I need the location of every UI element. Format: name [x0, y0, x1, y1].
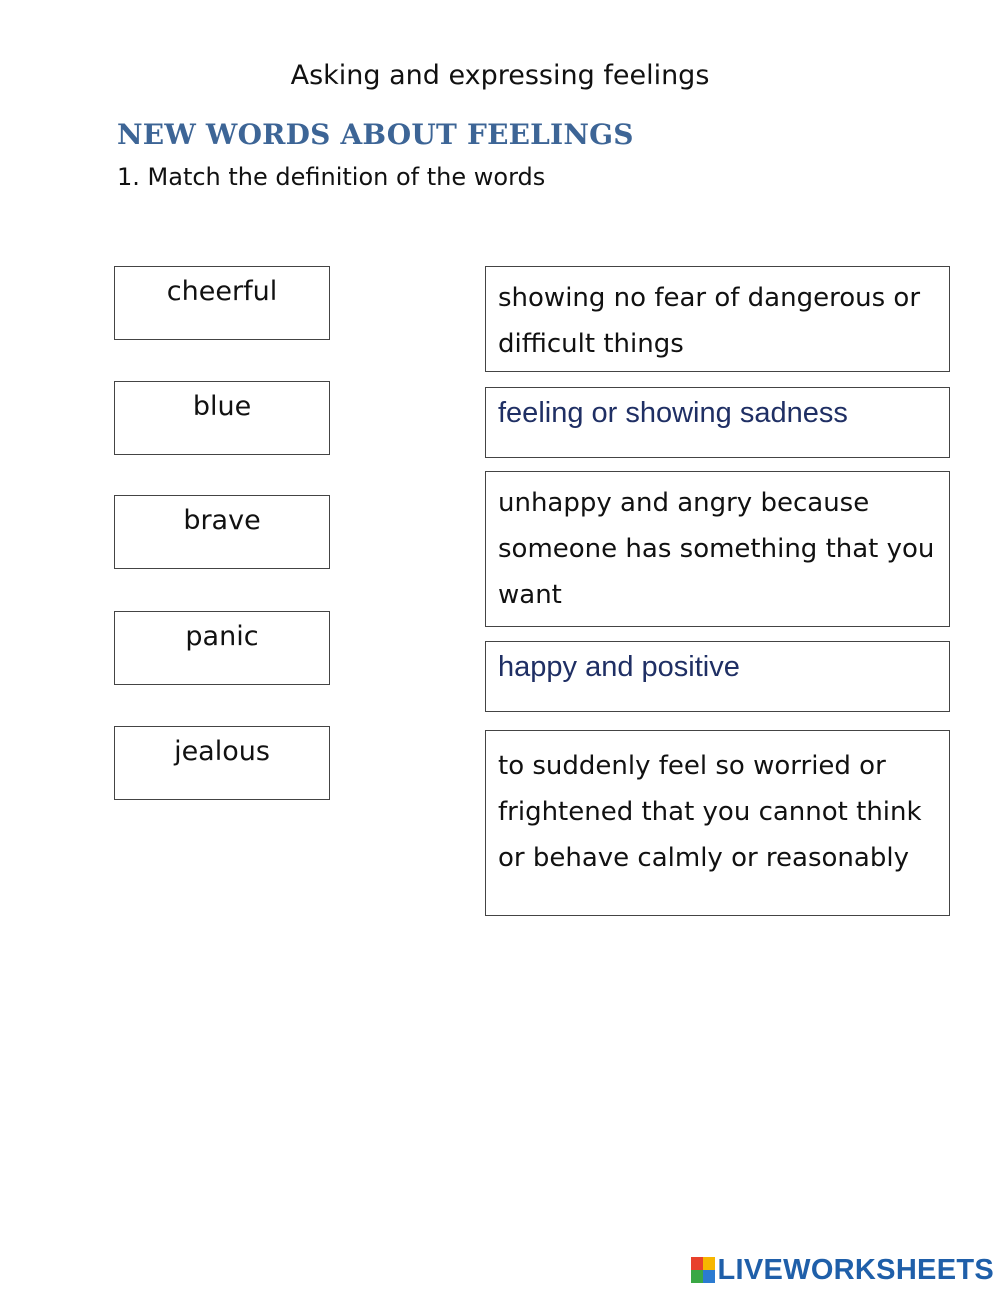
word-box-cheerful[interactable]: cheerful: [114, 266, 330, 340]
word-box-blue[interactable]: blue: [114, 381, 330, 455]
definition-box-2[interactable]: feeling or showing sadness: [485, 387, 950, 458]
instruction-text: 1. Match the definition of the words: [117, 163, 546, 191]
brand-name: LIVEWORKSHEETS: [717, 1253, 994, 1286]
liveworksheets-logo-icon: [691, 1257, 715, 1283]
word-box-jealous[interactable]: jealous: [114, 726, 330, 800]
definition-box-5[interactable]: to suddenly feel so worried or frightened that you cannot think or behave calmly or reasonably: [485, 730, 950, 916]
definition-box-1[interactable]: showing no fear of dangerous or difficult things: [485, 266, 950, 372]
definition-box-4[interactable]: happy and positive: [485, 641, 950, 712]
page-title: Asking and expressing feelings: [290, 60, 710, 91]
word-box-panic[interactable]: panic: [114, 611, 330, 685]
liveworksheets-logo: [691, 1252, 995, 1288]
definition-box-3[interactable]: unhappy and angry because someone has something that you want: [485, 471, 950, 627]
word-box-brave[interactable]: brave: [114, 495, 330, 569]
section-heading: NEW WORDS ABOUT FEELINGS: [117, 118, 634, 151]
